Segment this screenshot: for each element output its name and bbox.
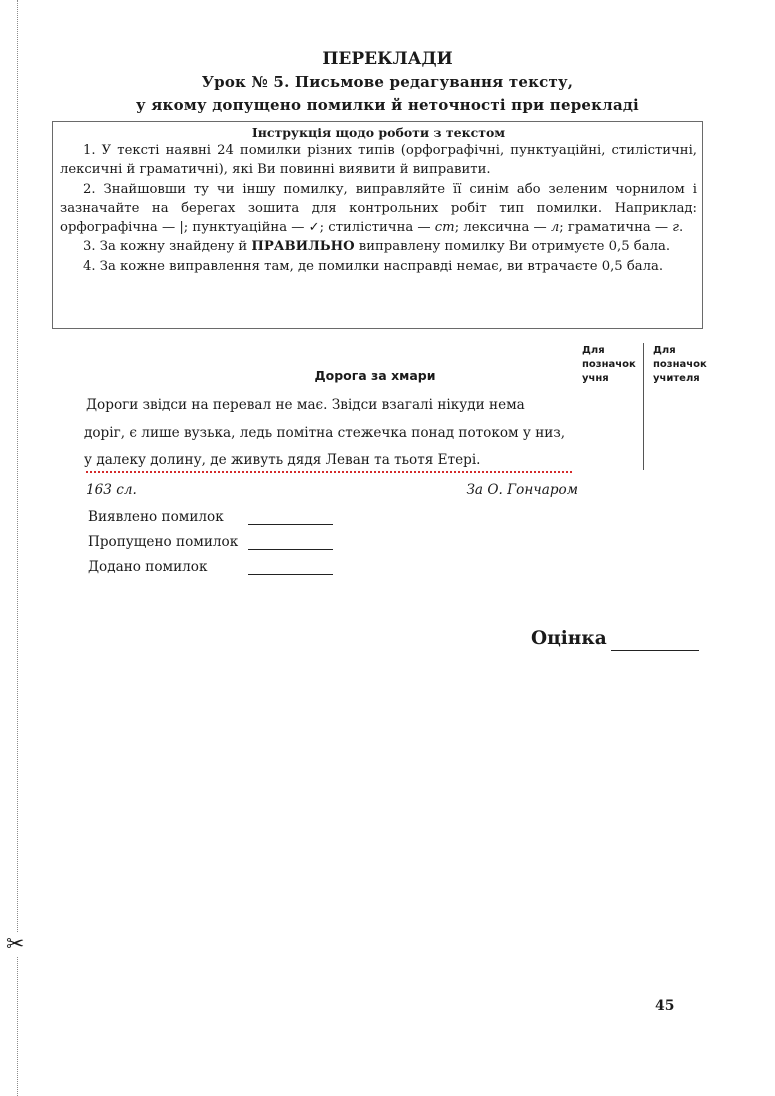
lexical-error-mark: л [550, 220, 560, 236]
instruction-item-3-pre: 3. За кожну знайдену й [83, 239, 252, 255]
missed-errors-label: Пропущено помилок [88, 534, 239, 550]
story-line-1: Дороги звідси на перевал не має. Звідси взагалі нікуди нема [86, 397, 525, 413]
page-number: 45 [655, 998, 675, 1014]
instruction-item-2-grammar: ; граматична — [559, 220, 673, 236]
added-errors-blank[interactable] [248, 574, 333, 575]
instruction-item-4: 4. За кожне виправлення там, де помилки насправді немає, ви втрачаєте 0,5 бала. [83, 258, 664, 274]
story-line-2: доріг, є лише вузька, ледь помітна стежечка понад потоком у низ, [84, 424, 566, 441]
instructions-heading: Інструкція щодо роботи з текстом [251, 125, 506, 140]
teacher-marks-column-header: Для позначок учителя [653, 345, 707, 384]
instruction-item-1: 1. У тексті наявні 24 помилки різних типів (орфографічні, пунктуаційні, стилістичні, лексичні й граматичні), які Ви повинні виявити й виправити. [60, 143, 697, 178]
section-title: ПЕРЕКЛАДИ [322, 49, 453, 69]
story-text [86, 392, 582, 475]
author-credit: За О. Гончаром [466, 482, 578, 498]
grade-blank[interactable] [611, 650, 699, 651]
missed-errors-blank[interactable] [248, 549, 333, 550]
lesson-title-line-1: Урок № 5. Письмове редагування тексту, [201, 73, 574, 91]
story-line-3: у далеку долину, де живуть дядя Леван та тьотя Етері. [84, 452, 481, 468]
instruction-item-2 [60, 180, 697, 238]
margin-divider [643, 343, 644, 470]
instruction-item-2-text: 2. Знайшовши ту чи іншу помилку, виправляйте її синім або зеленим чорнилом і зазначайте на берегах зошита для контрольних робіт тип помилки. Наприклад: орфографічна — |; пунктуаційна — ✓; стилістична — [60, 181, 697, 236]
word-count: 163 сл. [86, 482, 137, 498]
style-error-mark: ст [434, 220, 455, 236]
dotted-separator [86, 471, 572, 473]
instructions-box [52, 121, 703, 329]
grammar-error-mark: г [672, 220, 679, 236]
instruction-item-2-end: . [678, 220, 684, 236]
added-errors-label: Додано помилок [88, 559, 208, 575]
grade-label: Оцінка [531, 628, 607, 649]
instruction-item-3-bold: ПРАВИЛЬНО [251, 239, 355, 255]
story-title: Дорога за хмари [314, 368, 436, 383]
scissors-icon: ✂ [6, 932, 25, 957]
instruction-item-2-lexical: ; лексична — [454, 220, 551, 236]
found-errors-label: Виявлено помилок [88, 509, 224, 525]
instruction-item-3-post: виправлену помилку Ви отримуєте 0,5 бала. [354, 239, 671, 255]
found-errors-blank[interactable] [248, 524, 333, 525]
student-marks-column-header: Для позначок учня [582, 345, 636, 384]
lesson-title-line-2: у якому допущено помилки й неточності при перекладі [136, 96, 639, 114]
instruction-item-3 [60, 237, 697, 256]
